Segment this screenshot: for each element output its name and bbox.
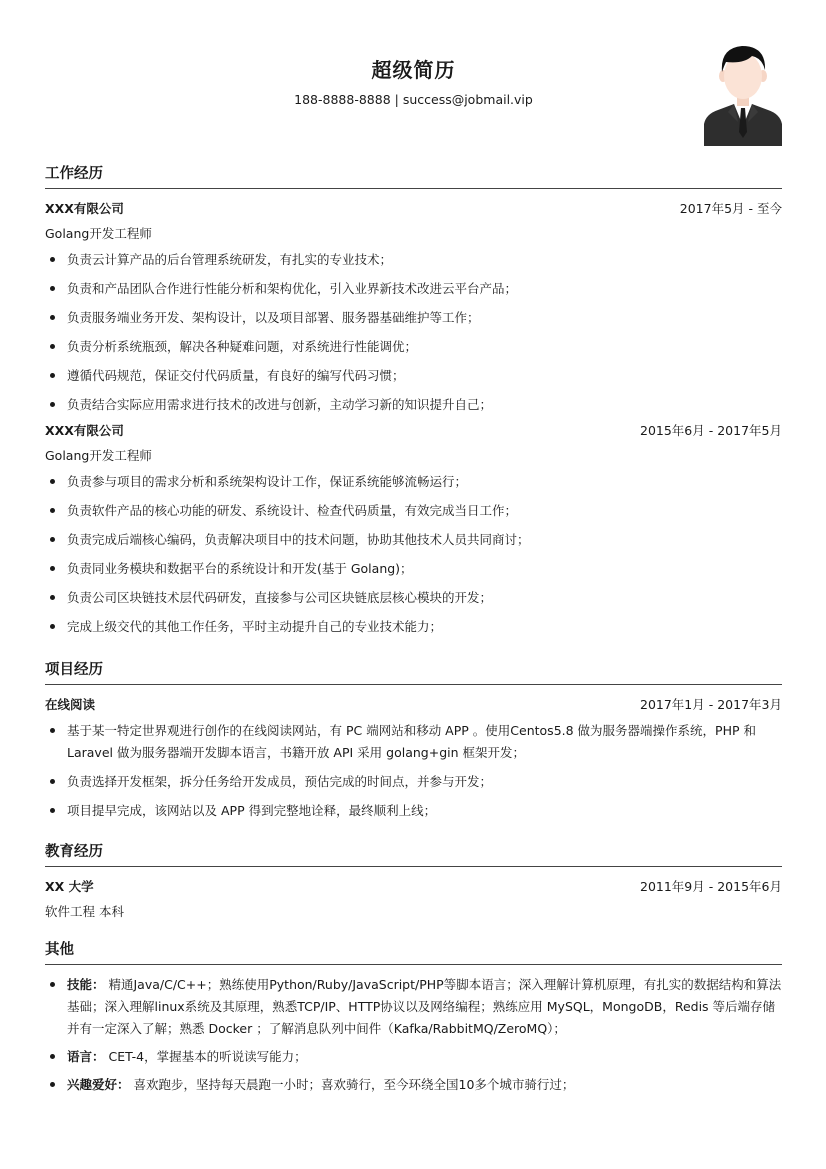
project-date: 2017年1月 - 2017年3月 [640, 697, 782, 712]
skill-label: 技能： [67, 977, 105, 992]
list-item: 负责和产品团队合作进行性能分析和架构优化，引入业界新技术改进云平台产品； [45, 278, 782, 300]
education-major: 软件工程 本科 [45, 904, 124, 919]
section-title-work: 工作经历 [45, 162, 782, 189]
list-item [45, 1074, 782, 1096]
list-item: 完成上级交代的其他工作任务，平时主动提升自己的专业技术能力； [45, 616, 782, 638]
job-bullets [45, 249, 782, 416]
job-entry [45, 199, 782, 416]
contact-info: 188-8888-8888 | success@jobmail.vip [294, 92, 533, 107]
job-bullets [45, 471, 782, 638]
section-title-other: 其他 [45, 938, 782, 965]
other-bullets [45, 974, 782, 1096]
list-item: 负责参与项目的需求分析和系统架构设计工作，保证系统能够流畅运行； [45, 471, 782, 493]
section-title-project: 项目经历 [45, 658, 782, 685]
list-item: 负责软件产品的核心功能的研发、系统设计、检查代码质量，有效完成当日工作； [45, 500, 782, 522]
other-section [45, 938, 782, 1096]
school-name: XX 大学 [45, 879, 94, 894]
list-item: 负责同业务模块和数据平台的系统设计和开发(基于 Golang)； [45, 558, 782, 580]
list-item: 遵循代码规范，保证交付代码质量，有良好的编写代码习惯； [45, 365, 782, 387]
company-name: XXX有限公司 [45, 423, 124, 438]
list-item: 负责公司区块链技术层代码研发，直接参与公司区块链底层核心模块的开发； [45, 587, 782, 609]
section-title-education: 教育经历 [45, 840, 782, 867]
page-title: 超级简历 [371, 58, 456, 82]
list-item [45, 974, 782, 1040]
job-date: 2017年5月 - 至今 [679, 201, 782, 216]
job-entry [45, 421, 782, 638]
job-role: Golang开发工程师 [45, 226, 152, 241]
list-item: 项目提早完成，该网站以及 APP 得到完整地诠释，最终顺利上线； [45, 800, 782, 822]
list-item: 负责云计算产品的后台管理系统研发，有扎实的专业技术； [45, 249, 782, 271]
education-date: 2011年9月 - 2015年6月 [640, 879, 782, 894]
avatar [704, 42, 782, 146]
education-section [45, 840, 782, 920]
job-date: 2015年6月 - 2017年5月 [640, 423, 782, 438]
project-bullets [45, 720, 782, 822]
language-label: 语言： [67, 1049, 105, 1064]
hobby-text: 喜欢跑步，坚持每天晨跑一小时；喜欢骑行，至今环绕全国10多个城市骑行过； [133, 1077, 575, 1092]
list-item: 负责完成后端核心编码，负责解决项目中的技术问题，协助其他技术人员共同商讨； [45, 529, 782, 551]
company-name: XXX有限公司 [45, 201, 124, 216]
list-item: 负责服务端业务开发、架构设计，以及项目部署、服务器基础维护等工作； [45, 307, 782, 329]
job-role: Golang开发工程师 [45, 448, 152, 463]
resume-page [45, 0, 782, 1096]
language-text: CET-4，掌握基本的听说读写能力； [108, 1049, 307, 1064]
list-item: 负责结合实际应用需求进行技术的改进与创新，主动学习新的知识提升自己； [45, 394, 782, 416]
list-item [45, 1046, 782, 1068]
list-item: 基于某一特定世界观进行创作的在线阅读网站，有 PC 端网站和移动 APP 。使用Centos5.8 做为服务器端操作系统，PHP 和 Laravel 做为服务器端开发脚本语言，书籍开放 API 采用 golang+gin 框架开发； [45, 720, 782, 764]
resume-header [45, 0, 782, 150]
work-section [45, 162, 782, 638]
list-item: 负责分析系统瓶颈，解决各种疑难问题，对系统进行性能调优； [45, 336, 782, 358]
hobby-label: 兴趣爱好： [67, 1077, 130, 1092]
project-name: 在线阅读 [45, 697, 96, 712]
list-item: 负责选择开发框架，拆分任务给开发成员，预估完成的时间点，并参与开发； [45, 771, 782, 793]
skill-text: 精通Java/C/C++；熟练使用Python/Ruby/JavaScript/PHP等脚本语言；深入理解计算机原理，有扎实的数据结构和算法基础；深入理解linux系统及其原理，熟悉TCP/IP、HTTP协议以及网络编程；熟练应用 MySQL，MongoDB，Redis 等后端存储并有一定深入了解；熟悉 Docker ；了解消息队列中间件（Kafka/RabbitMQ/ZeroMQ）； [67, 977, 782, 1036]
project-section [45, 658, 782, 822]
